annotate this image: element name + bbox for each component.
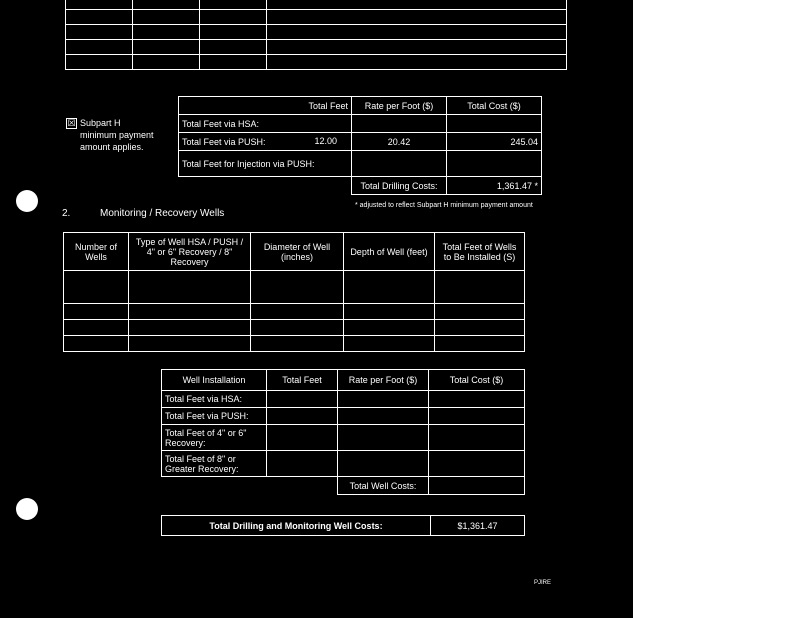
row-label: Total Feet for Injection via PUSH: — [182, 158, 315, 169]
table-row — [64, 233, 525, 271]
table-row — [64, 336, 525, 352]
row-rate — [352, 151, 447, 177]
table-row — [66, 55, 567, 70]
drilling-costs-table — [178, 96, 542, 195]
table-row — [66, 10, 567, 25]
subpart-h-line-2: minimum payment — [80, 130, 154, 140]
row-hsa-cell — [179, 115, 352, 133]
empty-cell — [179, 177, 352, 195]
header-diameter: Diameter of Well (inches) — [251, 233, 344, 271]
header-total-feet-wells: Total Feet of Wells to Be Installed (S) — [435, 233, 525, 271]
section-title: Monitoring / Recovery Wells — [100, 208, 225, 219]
subpart-h-line-1: Subpart H — [80, 118, 121, 128]
total-drilling-value-cell — [447, 177, 542, 195]
total-drilling-label: Total Drilling Costs: — [352, 177, 447, 195]
row-label: Total Feet of 8" or Greater Recovery: — [162, 451, 267, 477]
row-label: Total Feet of 4" or 6" Recovery: — [162, 425, 267, 451]
table-row — [66, 0, 567, 10]
header-type-of-well: Type of Well HSA / PUSH / 4" or 6" Recovery / 8" Recovery — [129, 233, 251, 271]
table-row — [179, 115, 542, 133]
total-well-costs-label: Total Well Costs: — [338, 477, 429, 495]
table-row — [162, 451, 525, 477]
header-rate: Rate per Foot ($) — [338, 370, 429, 391]
header-depth: Depth of Well (feet) — [344, 233, 435, 271]
row-label: Total Feet via PUSH: — [182, 136, 266, 147]
empty-cell — [267, 477, 338, 495]
table-row — [162, 516, 525, 536]
row-feet: 12.00 — [314, 136, 337, 146]
subpart-h-line-3: amount applies. — [80, 142, 144, 152]
table-row — [162, 370, 525, 391]
top-partial-table — [65, 0, 567, 70]
section-number: 2. — [62, 208, 71, 219]
row-rate: 20.42 — [352, 133, 447, 151]
adjusted-mark: * — [534, 180, 538, 191]
grand-total-label: Total Drilling and Monitoring Well Costs: — [162, 516, 431, 536]
table-row — [162, 477, 525, 495]
header-total-feet: Total Feet — [179, 97, 352, 115]
empty-cell — [162, 477, 267, 495]
punch-hole-bottom — [16, 498, 38, 520]
row-rate — [352, 115, 447, 133]
total-well-costs-value — [429, 477, 525, 495]
row-cost — [447, 115, 542, 133]
table-row — [179, 97, 542, 115]
header-number-of-wells: Number of Wells — [64, 233, 129, 271]
subpart-h-checkbox[interactable]: ☒ — [67, 118, 76, 128]
table-row — [66, 25, 567, 40]
row-push-cell — [179, 133, 352, 151]
monitoring-wells-table — [63, 232, 525, 352]
grand-total-value: $1,361.47 — [431, 516, 525, 536]
row-label: Total Feet via PUSH: — [162, 408, 267, 425]
row-label: Total Feet via HSA: — [182, 118, 260, 129]
table-row — [162, 408, 525, 425]
table-row — [162, 391, 525, 408]
table-row — [179, 151, 542, 177]
header-total-cost: Total Cost ($) — [429, 370, 525, 391]
header-rate: Rate per Foot ($) — [352, 97, 447, 115]
drilling-footnote: * adjusted to reflect Subpart H minimum payment amount — [355, 202, 533, 209]
table-row — [179, 133, 542, 151]
table-row — [64, 304, 525, 320]
row-injection-cell — [179, 151, 352, 177]
grand-total-table — [161, 515, 525, 536]
table-row — [64, 271, 525, 304]
row-cost — [447, 151, 542, 177]
punch-hole-top — [16, 190, 38, 212]
header-well-installation: Well Installation — [162, 370, 267, 391]
header-total-feet: Total Feet — [267, 370, 338, 391]
row-cost: 245.04 — [447, 133, 542, 151]
table-row — [64, 320, 525, 336]
total-drilling-value: 1,361.47 — [496, 180, 532, 191]
row-label: Total Feet via HSA: — [162, 391, 267, 408]
header-total-cost: Total Cost ($) — [447, 97, 542, 115]
table-row — [162, 425, 525, 451]
corner-mark: PJIRE — [534, 580, 552, 586]
table-row — [66, 40, 567, 55]
table-row — [179, 177, 542, 195]
well-installation-table — [161, 369, 525, 495]
